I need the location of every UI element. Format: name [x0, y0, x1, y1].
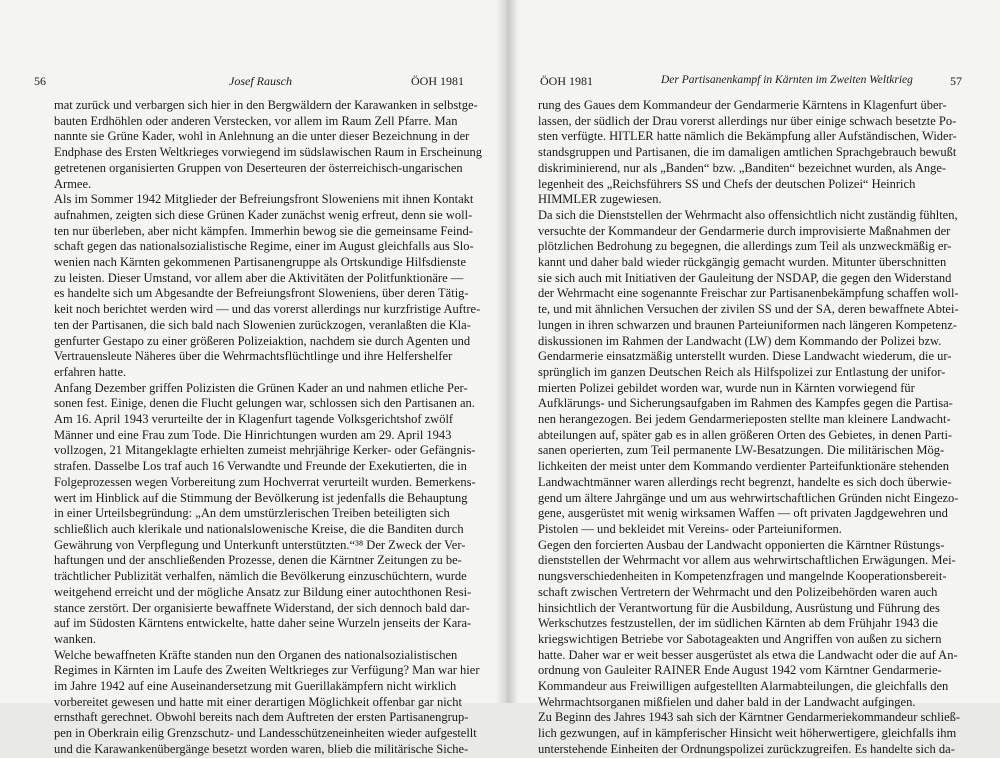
text-line: lungen in ihren schwarzen und braunen Parteiuniformen nach längeren Kompetenz- — [538, 317, 957, 332]
text-line: weitgehend erreicht und der mögliche Ansatz zur Bildung einer autochthonen Resi- — [54, 584, 472, 599]
text-line: Armee. — [54, 176, 92, 191]
text-line: Anfang Dezember griffen Polizisten die Grünen Kader an und nahmen etliche Per- — [54, 380, 468, 395]
text-line: sanen operierten, zum Teil permanente LW-Besatzungen. Die militärischen Mög- — [538, 443, 945, 458]
text-line: lichkeiten der meist unter dem Kommando verdienter Parteifunktionäre stehenden — [538, 459, 949, 474]
text-line: der Wehrmacht eine sogenannte Freischar zur Partisanenbekämpfung schaffen woll- — [538, 286, 959, 301]
text-line: diskussionen im Rahmen der Landwacht (LW) dem Kommando der Polizei bzw. — [538, 333, 942, 348]
text-line: ten der Partisanen, die sich bald nach Slowenien zurückzogen, veranlaßten die Kla- — [54, 317, 471, 332]
text-line: Aufklärungs- und Sicherungsaufgaben im Rahmen des Kampfes gegen die Partisa- — [538, 396, 953, 411]
text-line: Werkschutzes festzustellen, der im südlichen Kärnten ab dem Frühjahr 1943 die — [538, 616, 938, 631]
text-line: hatte. Daher war er weit besser ausgerüstet als etwa die Landwacht oder die auf An- — [538, 647, 958, 662]
text-line: Gewährung von Verpflegung und Unterkunft unterstützten.“³⁸ Der Zweck der Ver- — [54, 537, 466, 552]
text-line: Welche bewaffneten Kräfte standen nun den Organen des nationalsozialistischen — [54, 647, 458, 662]
text-line: schließlich auch klerikale und nationalslowenische Kreise, die die Banditen durch — [54, 521, 464, 536]
text-line: Regimes in Kärnten im Laufe des Zweiten Weltkrieges zur Verfügung? Man war hier — [54, 663, 480, 678]
text-line: Am 16. April 1943 verurteilte der in Klagenfurt tagende Volksgerichtshof zwölf — [54, 412, 454, 427]
text-line: ernsthaft gerechnet. Obwohl bereits nach dem Auftreten der ersten Partisanengrup- — [54, 710, 469, 725]
text-line: sie sich auch mit Initiativen der Gauleitung der NSDAP, die gegen den Widerstand — [538, 270, 952, 285]
text-line: genfurter Gestapo zu einer größeren Polizeiaktion, nachdem sie durch Agenten und — [54, 333, 471, 348]
text-line: im Jahre 1942 auf eine Auseinandersetzung mit Guerillakämpfern nicht wirklich — [54, 679, 457, 694]
text-line: bauten Erdhöhlen oder anderen Verstecken, vor allem im Raum Zell Pfarre. Man — [54, 113, 458, 128]
journal-title: ÖOH 1981 — [540, 74, 593, 88]
text-line: legenheit des „Reichsführers SS und Chefs der deutschen Polizei“ Heinrich — [538, 176, 916, 191]
text-line: ordnung von Gauleiter RAINER Ende August 1942 vom Kärntner Gendarmerie- — [538, 663, 942, 678]
text-line: plötzlichen Bedrohung zu begegnen, die allerdings zum Teil als unzweckmäßig er- — [538, 239, 952, 254]
text-line: vollzogen, 21 Mitangeklagte erhielten zumeist mehrjährige Kerker- oder Gefängnis- — [54, 443, 476, 458]
text-line: Endphase des Ersten Weltkrieges vorwiegend im südslawischen Raum in Erscheinung — [54, 145, 482, 160]
journal-title: ÖOH 1981 — [411, 74, 464, 88]
text-line: HIMMLER zugewiesen. — [538, 192, 662, 207]
text-line: schaft zwischen Vertretern der Wehrmacht und den Polizeibehörden waren auch — [538, 584, 938, 599]
page-number: 56 — [34, 74, 46, 88]
page-number: 57 — [950, 74, 962, 88]
text-line: Gendarmerie einsatzmäßig unterstellt wurden. Diese Landwacht wiederum, die ur- — [538, 349, 952, 364]
text-line: zu leisten. Dieser Umstand, vor allem aber die Aktivitäten der Politfunktionäre — — [54, 270, 464, 285]
text-line: wert im Hinblick auf die Stimmung der Bevölkerung ist jedenfalls die Behauptung — [54, 490, 468, 505]
text-line: Als im Sommer 1942 Mitglieder der Befreiungsfront Sloweniens mit ihnen Kontakt — [54, 192, 474, 207]
text-line: kriegswichtigen Betriebe vor Sabotageakten und Angriffen von außen zu sichern — [538, 631, 942, 646]
text-line: sprünglich im ganzen Deutschen Reich als Hilfspolizei zur Entlastung der unifor- — [538, 364, 946, 379]
right-body-text — [538, 98, 966, 758]
text-line: Männer und eine Frau zum Tode. Die Hinrichtungen wurden am 29. April 1943 — [54, 427, 452, 442]
text-line: Wehrmachtsorganen mißfielen und daher bald in der Landwacht aufgingen. — [538, 694, 916, 709]
text-line: es handelte sich um Abgesandte der Befreiungsfront Sloweniens, über deren Tätig- — [54, 286, 469, 301]
text-line: getretenen organisierten Gruppen von Deserteuren der österreichisch-ungarischen — [54, 160, 463, 175]
text-line: diskriminierend, nur als „Banden“ bzw. „Banditen“ bezeichnet wurden, als Ange- — [538, 160, 947, 175]
left-body-text — [54, 98, 482, 758]
text-line: lich gezwungen, auf in kämpferischer Hinsicht weit höherwertigere, gleichfalls ihm — [538, 726, 957, 741]
text-line: hinsichtlich der Verantwortung für die Ausbildung, Ausrüstung und Führung des — [538, 600, 940, 615]
text-line: Landwachtmänner waren allerdings recht begrenzt, handelte es sich doch überwie- — [538, 474, 952, 489]
text-line: mierten Polizei gebildet worden war, wurde nun in Kärnten vorwiegend für — [538, 380, 915, 395]
left-page — [0, 0, 496, 756]
text-line: ten nur überleben, aber nicht kämpfen. Immerhin bewog sie die gemeinsame Feind- — [54, 223, 473, 238]
text-line: haftungen und der anschließenden Prozesse, denen die Kärntner Zeitungen zu be- — [54, 553, 462, 568]
text-line: keit noch berichtet werden wird — und das vorerst allerdings nur kurzfristige Auftre- — [54, 302, 481, 317]
text-line: mat zurück und verbargen sich hier in den Bergwäldern der Karawanken in selbstge- — [54, 98, 478, 112]
text-line: standsgruppen und Partisanen, die im damaligen amtlichen Sprachgebrauch bewußt — [538, 145, 957, 160]
right-page — [518, 0, 1000, 756]
page-gutter — [496, 0, 518, 703]
text-line: schaft gegen das nationalsozialistische Regime, einer im August gleichfalls aus Slo- — [54, 239, 474, 254]
text-line: pen in Oberkrain eilig Grenzschutz- und Landesschützeneinheiten wieder aufgestellt — [54, 726, 477, 741]
text-line: und die Karawankenübergänge besetzt worden waren, blieb die militärische Siche- — [54, 741, 469, 756]
text-line: in einer Urteilsbegründung: „An dem umstürzlerischen Treiben beteiligten sich — [54, 506, 450, 521]
text-line: wenien nach Kärnten gekommenen Partisanengruppe als Ortskundige Hilfsdienste — [54, 255, 467, 270]
text-line: versuchte der Kommandeur der Gendarmerie durch improvisierte Maßnahmen der — [538, 223, 951, 238]
text-line: erfahren hatte. — [54, 364, 127, 379]
text-line: vorbereitet gewesen und hatte mit einer derartigen Möglichkeit offenbar gar nicht — [54, 694, 462, 709]
text-line: trächtlicher Publizität verhalfen, nämlich die Bevölkerung einzuschüchtern, wurde — [54, 569, 467, 584]
text-line: gend um ältere Jahrgänge und um aus wehrwirtschaftlichen Gründen nicht Eingezo- — [538, 490, 959, 505]
running-title: Der Partisanenkampf in Kärnten im Zweiten Weltkrieg — [661, 74, 913, 86]
text-line: wanken. — [54, 631, 96, 646]
text-line: sonen fest. Einige, denen die Flucht gelungen war, schlossen sich den Partisanen an. — [54, 396, 475, 411]
text-line: kannt und daher bald wieder rückgängig gemacht wurden. Mitunter überschnitten — [538, 255, 947, 270]
text-line: nungsverschiedenheiten in Kompetenzfragen und mangelnde Kooperationsbereit- — [538, 569, 947, 584]
text-line: auf im Südosten Kärntens entwickelte, hatte daher seine Wurzeln jenseits der Kara- — [54, 616, 472, 631]
text-line: dienststellen der Wehrmacht vor allem aus wehrwirtschaftlichen Erwägungen. Mei- — [538, 553, 956, 568]
text-line: rung des Gaues dem Kommandeur der Gendarmerie Kärntens in Klagenfurt über- — [538, 98, 947, 112]
text-line: Pistolen — und bekleidet mit Vereins- oder Parteiuniformen. — [538, 521, 842, 536]
running-author: Josef Rausch — [229, 74, 292, 88]
text-line: aufnahmen, zeigten sich diese Grünen Kader zunächst wenig erfreut, denn sie woll- — [54, 207, 473, 222]
text-line: te, und mit ähnlichen Versuchen der zivilen SS und der SA, deren bewaffnete Abtei- — [538, 302, 959, 317]
text-line: lassen, der südlich der Drau vorerst allerdings nur über einige schwach besetzte Po- — [538, 113, 957, 128]
text-line: Kommandeur aus Freiwilligen aufgestellten Alarmabteilungen, die gleichfalls den — [538, 679, 949, 694]
text-line: abteilungen auf, später gab es in allen größeren Orten des Gebietes, in denen Parti- — [538, 427, 953, 442]
text-line: stance zerstört. Der organisierte bewaffnete Widerstand, der sich dennoch bald dar- — [54, 600, 470, 615]
text-line: Zu Beginn des Jahres 1943 sah sich der Kärntner Gendarmeriekommandeur schließ- — [538, 710, 961, 725]
text-line: nen herangezogen. Bei jedem Gendarmerieposten stellte man kleinere Landwacht- — [538, 412, 951, 427]
text-line: gene, ausgerüstet mit wenig wirksamen Waffen — oft privaten Jagdgewehren und — [538, 506, 948, 521]
text-line: Folgeprozessen wegen Vorbereitung zum Hochverrat verurteilt wurden. Bemerkens- — [54, 474, 476, 489]
text-line: sten verfügte. HITLER hatte nämlich die Bekämpfung aller Aufständischen, Wider- — [538, 129, 957, 144]
text-line: Gegen den forcierten Ausbau der Landwacht opponierten die Kärntner Rüstungs- — [538, 537, 945, 552]
text-line: Da sich die Dienststellen der Wehrmacht also offensichtlich nicht zuständig fühlten, — [538, 207, 958, 222]
text-line: strafen. Dasselbe Los traf auch 16 Verwandte und Freunde der Exekutierten, die in — [54, 459, 467, 474]
text-line: nannte sie Grüne Kader, wohl in Anlehnung an die unter dieser Bezeichnung in der — [54, 129, 470, 144]
text-line: Vertrauensleute Näheres über die Wehrmachtsflüchtlinge und ihre Helfershelfer — [54, 349, 453, 364]
text-line: unterstehende Einheiten der Ordnungspolizei zurückzugreifen. Es handelte sich da- — [538, 741, 955, 756]
